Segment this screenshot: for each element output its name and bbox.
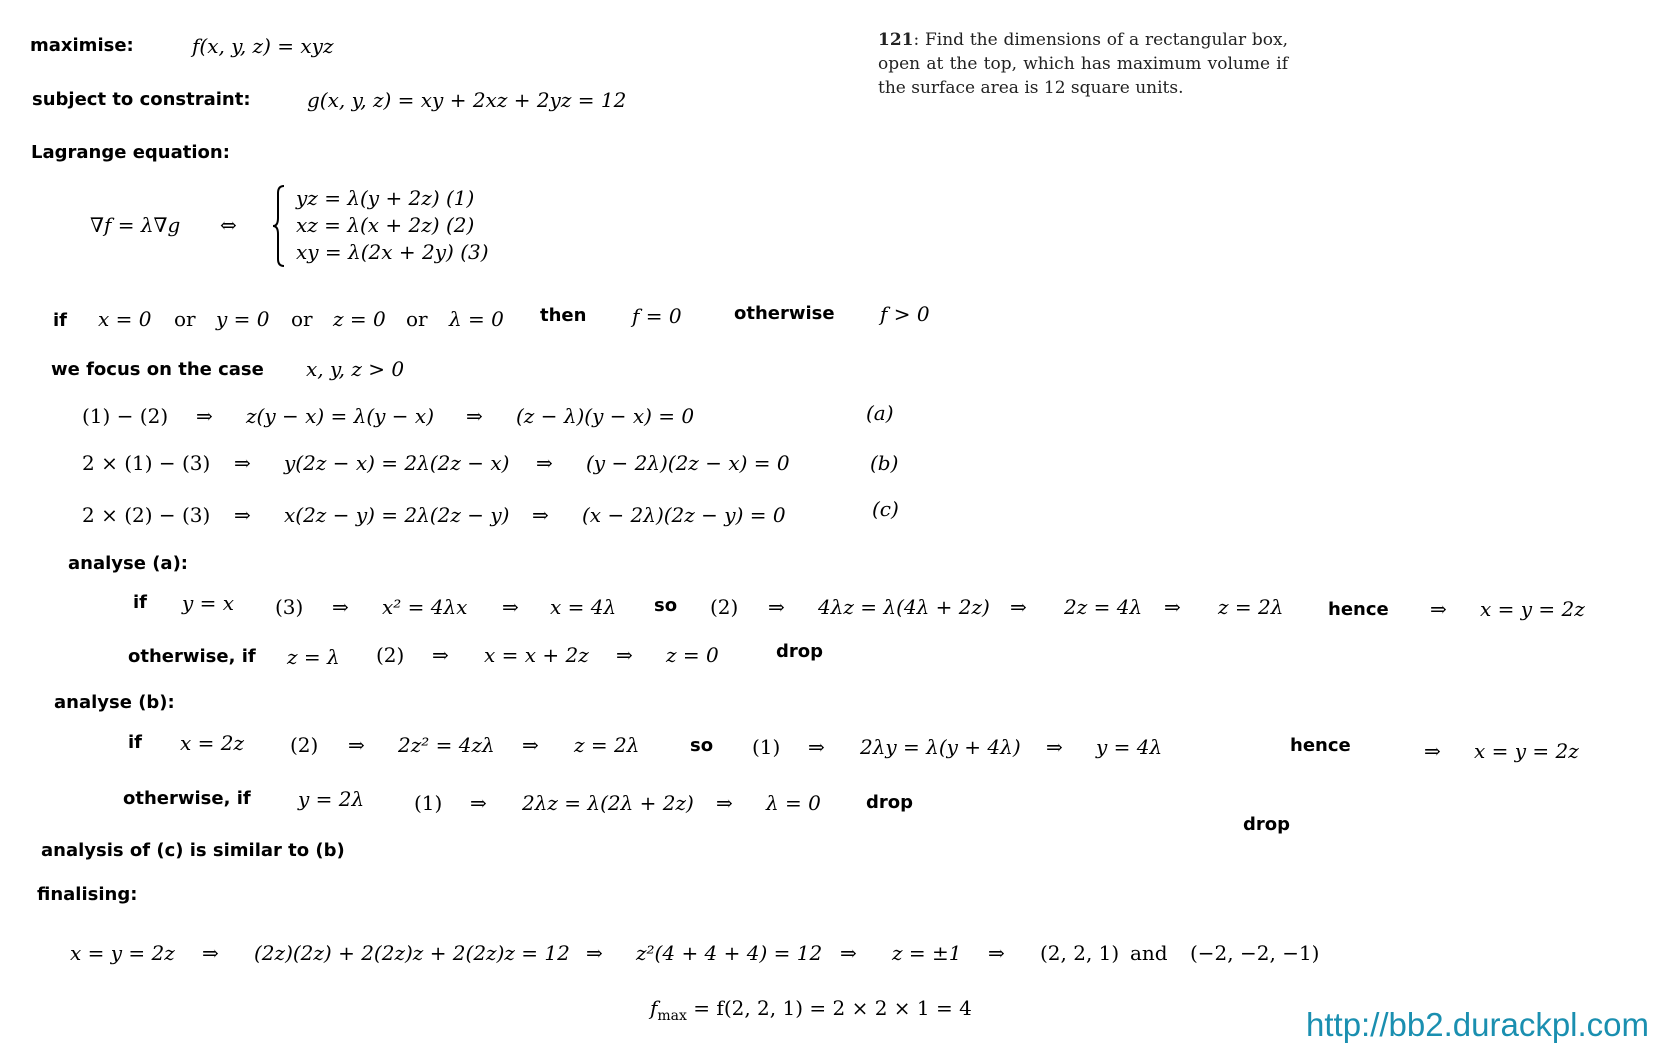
analyse-a-oarrow-2: ⇒ <box>616 643 633 667</box>
final-arrow-4: ⇒ <box>988 941 1005 965</box>
analyse-a-otherwise: otherwise, if <box>128 646 256 667</box>
analyse-b-otherwise: otherwise, if <box>123 788 251 809</box>
final-equation-2: z²(4 + 4 + 4) = 12 <box>636 941 823 965</box>
analyse-a-drop: drop <box>776 641 824 662</box>
analyse-b-arrow-5: ⇒ <box>1424 739 1441 763</box>
deriv-c-tag: (c) <box>872 497 899 521</box>
final-arrow-2: ⇒ <box>586 941 603 965</box>
problem-number: 121 <box>878 30 914 50</box>
analyse-b-arrow-3: ⇒ <box>808 735 825 759</box>
finalising-label: finalising: <box>37 884 138 905</box>
final-start: x = y = 2z <box>70 941 175 965</box>
analyse-b-so: so <box>690 735 714 756</box>
final-equation: (2z)(2z) + 2(2z)z + 2(2z)z = 12 <box>254 941 570 965</box>
analyse-b-oeq1: (1) <box>414 791 443 815</box>
analyse-a-oarrow-1: ⇒ <box>432 643 449 667</box>
zero-z: z = 0 <box>333 307 386 331</box>
deriv-a-step: z(y − x) = λ(y − x) <box>246 404 434 428</box>
deriv-a-arrow-1: ⇒ <box>196 404 213 428</box>
deriv-b-result: (y − 2λ)(2z − x) = 0 <box>586 451 790 475</box>
zero-f: f = 0 <box>632 304 682 328</box>
zero-if: if <box>53 310 68 331</box>
deriv-a-arrow-2: ⇒ <box>466 404 483 428</box>
focus-label: we focus on the case <box>51 359 264 380</box>
zero-or-3: or <box>406 307 428 331</box>
deriv-b-arrow-2: ⇒ <box>536 451 553 475</box>
analyse-a-arrow-3: ⇒ <box>768 595 785 619</box>
deriv-c-lhs: 2 × (2) − (3) <box>82 503 211 527</box>
final-arrow-1: ⇒ <box>202 941 219 965</box>
constraint-equation: g(x, y, z) = xy + 2xz + 2yz = 12 <box>307 88 627 112</box>
deriv-b-lhs: 2 × (1) − (3) <box>82 451 211 475</box>
analyse-b-ocond: y = 2λ <box>298 787 365 811</box>
zero-otherwise: otherwise <box>734 303 835 324</box>
constraint-label: subject to constraint: <box>32 89 251 110</box>
deriv-c-result: (x − 2λ)(2z − y) = 0 <box>582 503 786 527</box>
watermark-url[interactable]: http://bb2.durackpl.com <box>1306 1006 1650 1043</box>
iff-symbol: ⇔ <box>220 213 237 237</box>
analyse-a-x4l: x = 4λ <box>550 595 617 619</box>
analyse-a-ocond: z = λ <box>287 645 340 669</box>
zero-fpos: f > 0 <box>880 302 930 326</box>
analyse-a-x2: x² = 4λx <box>382 595 468 619</box>
analyse-b-oarrow-2: ⇒ <box>716 791 733 815</box>
analyse-a-so: so <box>654 595 678 616</box>
deriv-a-lhs: (1) − (2) <box>82 404 169 428</box>
analyse-b-y4l: y = 4λ <box>1096 735 1163 759</box>
system-equation-1: yz = λ(y + 2z) (1) <box>296 186 475 210</box>
analyse-a-arrow-5: ⇒ <box>1164 595 1181 619</box>
deriv-c-arrow-2: ⇒ <box>532 503 549 527</box>
analyse-b-if: if <box>128 732 143 753</box>
zero-then: then <box>540 305 587 326</box>
analyse-b-arrow-2: ⇒ <box>522 733 539 757</box>
analyse-a-arrow-2: ⇒ <box>502 595 519 619</box>
final-point-2: (−2, −2, −1) <box>1190 941 1320 965</box>
problem-statement <box>878 28 1288 100</box>
deriv-c-arrow-1: ⇒ <box>234 503 251 527</box>
analyse-b-hence: hence <box>1290 735 1351 756</box>
analyse-b-cond: x = 2z <box>180 731 245 755</box>
analyse-a-ostep: x = x + 2z <box>484 643 589 667</box>
zero-or-2: or <box>291 307 313 331</box>
deriv-a-result: (z − λ)(y − x) = 0 <box>516 404 695 428</box>
analyse-b-eq1: (1) <box>752 735 781 759</box>
analyse-b-arrow-4: ⇒ <box>1046 735 1063 759</box>
deriv-b-step: y(2z − x) = 2λ(2z − x) <box>284 451 510 475</box>
analyse-a-oeq2: (2) <box>376 643 405 667</box>
deriv-c-step: x(2z − y) = 2λ(2z − y) <box>284 503 510 527</box>
analyse-b-ostep: 2λz = λ(2λ + 2z) <box>522 791 694 815</box>
analyse-a-z2l: z = 2λ <box>1218 595 1284 619</box>
problem-text: : Find the dimensions of a rectangular box, open at the top, which has maximum volume if the surface area is 12 square units. <box>878 30 1288 98</box>
analyse-a-arrow-1: ⇒ <box>332 595 349 619</box>
fmax-f: f <box>650 996 658 1020</box>
analyse-b-sub: 2λy = λ(y + 4λ) <box>860 735 1021 759</box>
analyse-a-result: x = y = 2z <box>1480 597 1585 621</box>
deriv-b-arrow-1: ⇒ <box>234 451 251 475</box>
analyse-a-arrow-6: ⇒ <box>1430 597 1447 621</box>
zero-y: y = 0 <box>216 307 270 331</box>
analyse-a-arrow-4: ⇒ <box>1010 595 1027 619</box>
analyse-a-if: if <box>133 592 148 613</box>
fmax-result <box>650 998 972 1023</box>
objective-function: f(x, y, z) = xyz <box>192 34 334 58</box>
maximise-label: maximise: <box>30 35 134 56</box>
analyse-b-drop: drop <box>866 792 914 813</box>
analysis-c-note: analysis of (c) is similar to (b) <box>41 840 345 861</box>
analyse-b-ol0: λ = 0 <box>766 791 821 815</box>
left-brace <box>272 185 286 267</box>
lagrange-label: Lagrange equation: <box>31 142 230 163</box>
final-z: z = ±1 <box>892 941 962 965</box>
fmax-sub: max <box>657 1008 687 1024</box>
lagrange-lhs: ∇f = λ∇g <box>90 213 181 237</box>
analyse-b-label: analyse (b): <box>54 692 175 713</box>
analyse-a-cond: y = x <box>182 591 235 615</box>
analyse-a-hence: hence <box>1328 599 1389 620</box>
focus-condition: x, y, z > 0 <box>306 357 405 381</box>
zero-lambda: λ = 0 <box>449 307 504 331</box>
analyse-b-result: x = y = 2z <box>1474 739 1579 763</box>
lagrange-system <box>272 185 572 271</box>
zero-or-1: or <box>174 307 196 331</box>
system-equation-3: xy = λ(2x + 2y) (3) <box>296 240 489 264</box>
analyse-a-label: analyse (a): <box>68 553 188 574</box>
analyse-a-oz0: z = 0 <box>666 643 719 667</box>
deriv-a-tag: (a) <box>866 401 894 425</box>
analyse-b-eq2: (2) <box>290 733 319 757</box>
deriv-b-tag: (b) <box>870 451 899 475</box>
analyse-a-sub: 4λz = λ(4λ + 2z) <box>818 595 990 619</box>
analyse-b-arrow-1: ⇒ <box>348 733 365 757</box>
analyse-a-eq3: (3) <box>275 595 304 619</box>
system-equation-2: xz = λ(x + 2z) (2) <box>296 213 475 237</box>
analyse-b-drop-2: drop <box>1243 814 1291 835</box>
final-arrow-3: ⇒ <box>840 941 857 965</box>
analyse-a-z2: 2z = 4λ <box>1064 595 1143 619</box>
zero-x: x = 0 <box>98 307 152 331</box>
final-and: and <box>1130 941 1168 965</box>
fmax-rest: = f(2, 2, 1) = 2 × 2 × 1 = 4 <box>686 996 972 1020</box>
analyse-b-z2l: z = 2λ <box>574 733 640 757</box>
analyse-b-z2: 2z² = 4zλ <box>398 733 495 757</box>
analyse-a-eq2: (2) <box>710 595 739 619</box>
analyse-b-oarrow-1: ⇒ <box>470 791 487 815</box>
final-point-1: (2, 2, 1) <box>1040 941 1120 965</box>
